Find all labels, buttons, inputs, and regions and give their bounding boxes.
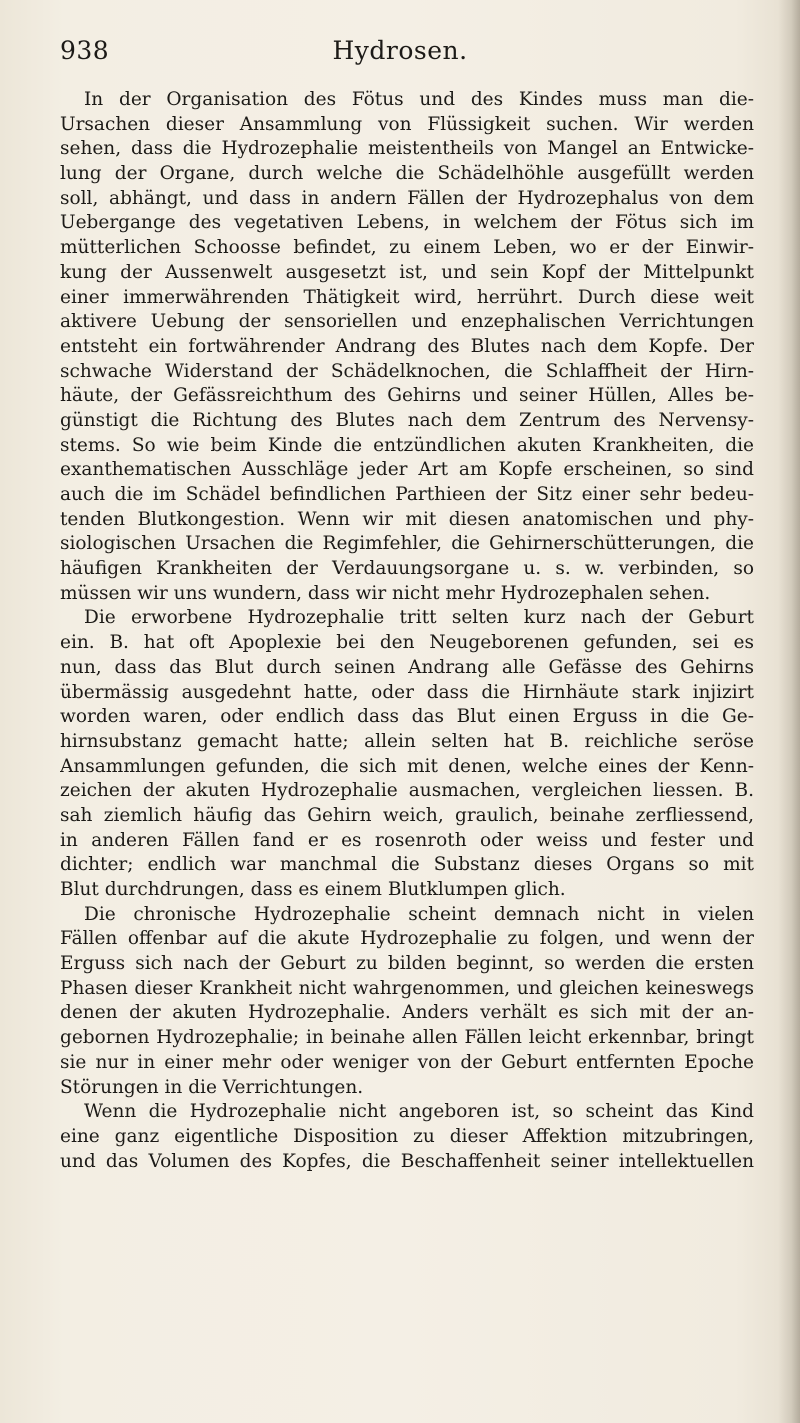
text-line: exanthematischen Ausschläge jeder Art am Kopfe erscheinen, so sind <box>60 459 754 481</box>
text-line: hirnsubstanz gemacht hatte; allein selten hat B. reichliche seröse <box>60 730 754 752</box>
text-line: Blut durchdrungen, dass es einem Blutklumpen glich. <box>60 879 566 900</box>
text-line: dichter; endlich war manchmal die Substanz dieses Organs so mit <box>60 854 754 876</box>
text-line: Ursachen dieser Ansammlung von Flüssigkeit suchen. Wir werden <box>60 113 754 135</box>
text-line: günstigt die Richtung des Blutes nach dem Zentrum des Nervensy- <box>60 409 754 431</box>
text-line: sie nur in einer mehr oder weniger von der Geburt entfernten Epoche <box>60 1051 754 1073</box>
text-line: eine ganz eigentliche Disposition zu dieser Affektion mitzubringen, <box>60 1125 754 1147</box>
page-number: 938 <box>60 36 110 65</box>
text-line: Ansammlungen gefunden, die sich mit denen, welche eines der Kenn- <box>60 755 754 777</box>
text-line: lung der Organe, durch welche die Schädelhöhle ausgefüllt werden <box>60 163 754 185</box>
body-text <box>60 88 754 1174</box>
text-line: zeichen der akuten Hydrozephalie ausmachen, vergleichen liessen. B. <box>60 780 754 802</box>
text-line: mütterlichen Schoosse befindet, zu einem Leben, wo er der Einwir- <box>60 237 754 259</box>
text-line: siologischen Ursachen die Regimfehler, die Gehirnerschütterungen, die <box>60 533 754 555</box>
text-line: schwache Widerstand der Schädelknochen, die Schlaffheit der Hirn- <box>60 360 754 382</box>
text-line: worden waren, oder endlich dass das Blut einen Erguss in die Ge- <box>60 706 754 728</box>
text-line: einer immerwährenden Thätigkeit wird, herrührt. Durch diese weit <box>60 286 754 308</box>
text-line: In der Organisation des Fötus und des Kindes muss man die- <box>84 89 754 110</box>
text-line: kung der Aussenwelt ausgesetzt ist, und sein Kopf der Mittelpunkt <box>60 261 754 283</box>
text-line: stems. So wie beim Kinde die entzündlichen akuten Krankheiten, die <box>60 434 754 456</box>
text-line: gebornen Hydrozephalie; in beinahe allen Fällen leicht erkennbar, bringt <box>60 1027 754 1049</box>
text-line: und das Volumen des Kopfes, die Beschaffenheit seiner intellektuellen <box>60 1150 754 1172</box>
text-line: Die chronische Hydrozephalie scheint demnach nicht in vielen <box>84 903 754 925</box>
text-line: Uebergange des vegetativen Lebens, in welchem der Fötus sich im <box>60 212 754 234</box>
text-line: Phasen dieser Krankheit nicht wahrgenommen, und gleichen keineswegs <box>60 977 754 999</box>
page-header <box>60 36 740 76</box>
text-line: Fällen offenbar auf die akute Hydrozephalie zu folgen, und wenn der <box>60 928 754 950</box>
text-line: Erguss sich nach der Geburt zu bilden beginnt, so werden die ersten <box>60 953 754 975</box>
text-line: übermässig ausgedehnt hatte, oder dass die Hirnhäute stark injizirt <box>60 681 754 703</box>
text-line: müssen wir uns wundern, dass wir nicht mehr Hydrozephalen sehen. <box>60 582 711 604</box>
text-line: tenden Blutkongestion. Wenn wir mit diesen anatomischen und phy- <box>60 508 754 530</box>
text-line: entsteht ein fortwährender Andrang des Blutes nach dem Kopfe. Der <box>60 335 754 357</box>
text-line: soll, abhängt, und dass in andern Fällen der Hydrozephalus von dem <box>60 187 754 209</box>
text-line: sehen, dass die Hydrozephalie meistentheils von Mangel an Entwicke- <box>60 138 754 160</box>
running-head: Hydrosen. <box>332 36 468 65</box>
page-edge-shadow <box>778 0 800 1423</box>
text-line: Störungen in die Verrichtungen. <box>60 1076 364 1098</box>
text-line: sah ziemlich häufig das Gehirn weich, graulich, beinahe zerfliessend, <box>60 804 754 826</box>
text-line: Wenn die Hydrozephalie nicht angeboren ist, so scheint das Kind <box>84 1101 754 1123</box>
text-line: nun, dass das Blut durch seinen Andrang alle Gefässe des Gehirns <box>60 656 754 678</box>
text-line: denen der akuten Hydrozephalie. Anders verhält es sich mit der an- <box>60 1002 754 1024</box>
text-line: häufigen Krankheiten der Verdauungsorgane u. s. w. verbinden, so <box>60 558 754 580</box>
text-line: aktivere Uebung der sensoriellen und enzephalischen Verrichtungen <box>60 311 754 333</box>
text-line: ein. B. hat oft Apoplexie bei den Neugeborenen gefunden, sei es <box>60 632 754 654</box>
text-line: in anderen Fällen fand er es rosenroth oder weiss und fester und <box>60 829 754 851</box>
text-line: auch die im Schädel befindlichen Parthieen der Sitz einer sehr bedeu- <box>60 484 754 505</box>
text-line: Die erworbene Hydrozephalie tritt selten kurz nach der Geburt <box>84 607 754 629</box>
text-line: häute, der Gefässreichthum des Gehirns und seiner Hüllen, Alles be- <box>60 385 754 407</box>
